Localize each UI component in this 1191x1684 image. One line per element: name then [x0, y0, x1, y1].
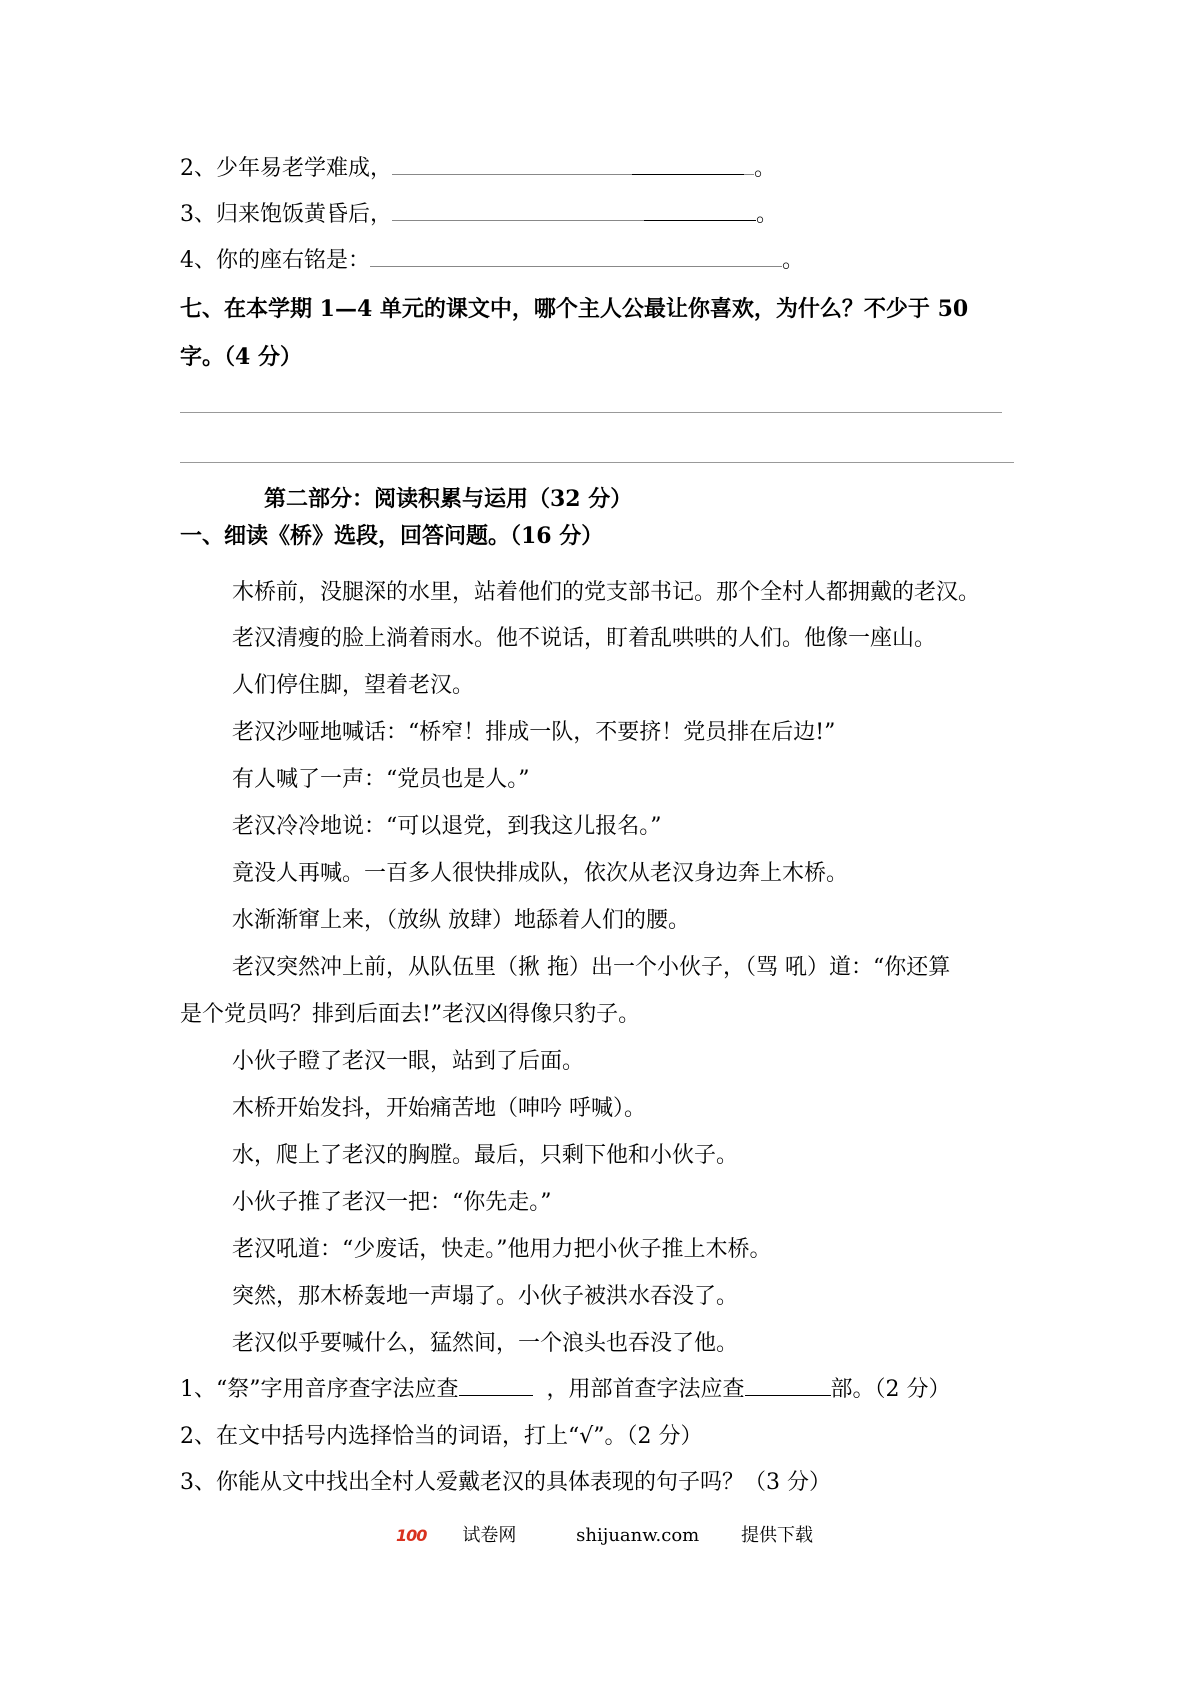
- answer-blank[interactable]: [392, 154, 632, 175]
- answer-blank-pinyin[interactable]: [459, 1375, 533, 1396]
- answer-line[interactable]: [180, 462, 1014, 463]
- answer-blank[interactable]: [392, 200, 644, 221]
- footer-site: shijuanw.com: [576, 1525, 700, 1546]
- answer-blank[interactable]: [370, 246, 782, 267]
- passage-paragraph: 老汉冷冷地说：“可以退党，到我这儿报名。”: [232, 814, 662, 839]
- passage-paragraph: 水，爬上了老汉的胸膛。最后，只剩下他和小伙子。: [232, 1143, 739, 1168]
- part-2-title: 第二部分：阅读积累与运用（32 分）: [264, 486, 633, 512]
- passage-paragraph: 有人喊了一声：“党员也是人。”: [232, 767, 530, 792]
- footer-logo: [378, 1525, 534, 1546]
- logo-number: 100: [396, 1526, 427, 1545]
- question-6-4-text: 4、你的座右铭是：: [180, 248, 370, 273]
- answer-blank[interactable]: [644, 200, 756, 221]
- passage-paragraph: 木桥开始发抖，开始痛苦地（呻吟 呼喊）。: [232, 1096, 646, 1121]
- passage-paragraph: 突然，那木桥轰地一声塌了。小伙子被洪水吞没了。: [232, 1284, 739, 1309]
- page-footer: [0, 1523, 1191, 1549]
- question-6-2-text: 2、少年易老学难成，: [180, 156, 392, 181]
- section-7-heading-line1: 七、在本学期 1—4 单元的课文中，哪个主人公最让你喜欢，为什么？不少于 50: [180, 296, 969, 322]
- section-7-heading-line2: 字。（4 分）: [180, 344, 302, 370]
- passage-paragraph: 老汉似乎要喊什么，猛然间，一个浪头也吞没了他。: [232, 1331, 739, 1356]
- passage-paragraph: 小伙子推了老汉一把：“你先走。”: [232, 1190, 552, 1215]
- answer-line[interactable]: [180, 412, 1002, 413]
- answer-blank[interactable]: [744, 154, 754, 175]
- answer-blank-radical[interactable]: [745, 1375, 831, 1396]
- passage-paragraph: 小伙子瞪了老汉一眼，站到了后面。: [232, 1049, 585, 1074]
- passage-paragraph-continued: 是个党员吗？排到后面去!”老汉凶得像只豹子。: [180, 1002, 641, 1027]
- passage-paragraph: 老汉突然冲上前，从队伍里（揪 拖）出一个小伙子，（骂 吼）道：“你还算: [232, 955, 951, 980]
- question-3: 3、你能从文中找出全村人爱戴老汉的具体表现的句子吗？（3 分）: [180, 1470, 831, 1495]
- part-2-question-1-heading: 一、细读《桥》选段，回答问题。（16 分）: [180, 523, 604, 549]
- answer-blank[interactable]: [632, 154, 744, 175]
- passage-paragraph: 人们停住脚，望着老汉。: [232, 673, 475, 698]
- footer-download: 提供下载: [740, 1525, 813, 1546]
- passage-paragraph: 竟没人再喊。一百多人很快排成队，依次从老汉身边奔上木桥。: [232, 861, 849, 886]
- question-1: 1、“祭”字用音序查字法应查 ，用部首查字法应查 部。（2 分）: [180, 1377, 951, 1402]
- passage-paragraph: 老汉清瘦的脸上淌着雨水。他不说话，盯着乱哄哄的人们。他像一座山。: [232, 626, 937, 651]
- passage-paragraph: 老汉沙哑地喊话：“桥窄！排成一队，不要挤！党员排在后边!”: [232, 720, 836, 745]
- question-6-2: 2、少年易老学难成， 。: [180, 156, 777, 181]
- check-mark-icon: √: [579, 1424, 594, 1449]
- passage-paragraph: 老汉吼道：“少废话，快走。”他用力把小伙子推上木桥。: [232, 1237, 772, 1262]
- passage-paragraph: 水渐渐窜上来，（放纵 放肆）地舔着人们的腰。: [232, 908, 690, 933]
- passage-paragraph: 木桥前，没腿深的水里，站着他们的党支部书记。那个全村人都拥戴的老汉。: [232, 580, 981, 605]
- logo-text: 试卷网: [462, 1525, 517, 1546]
- question-6-4: 4、你的座右铭是： 。: [180, 248, 805, 273]
- question-6-3-text: 3、归来饱饭黄昏后，: [180, 202, 392, 227]
- question-6-3: 3、归来饱饭黄昏后， 。: [180, 202, 779, 227]
- question-2: 2、在文中括号内选择恰当的词语，打上“√”。（2 分）: [180, 1424, 703, 1449]
